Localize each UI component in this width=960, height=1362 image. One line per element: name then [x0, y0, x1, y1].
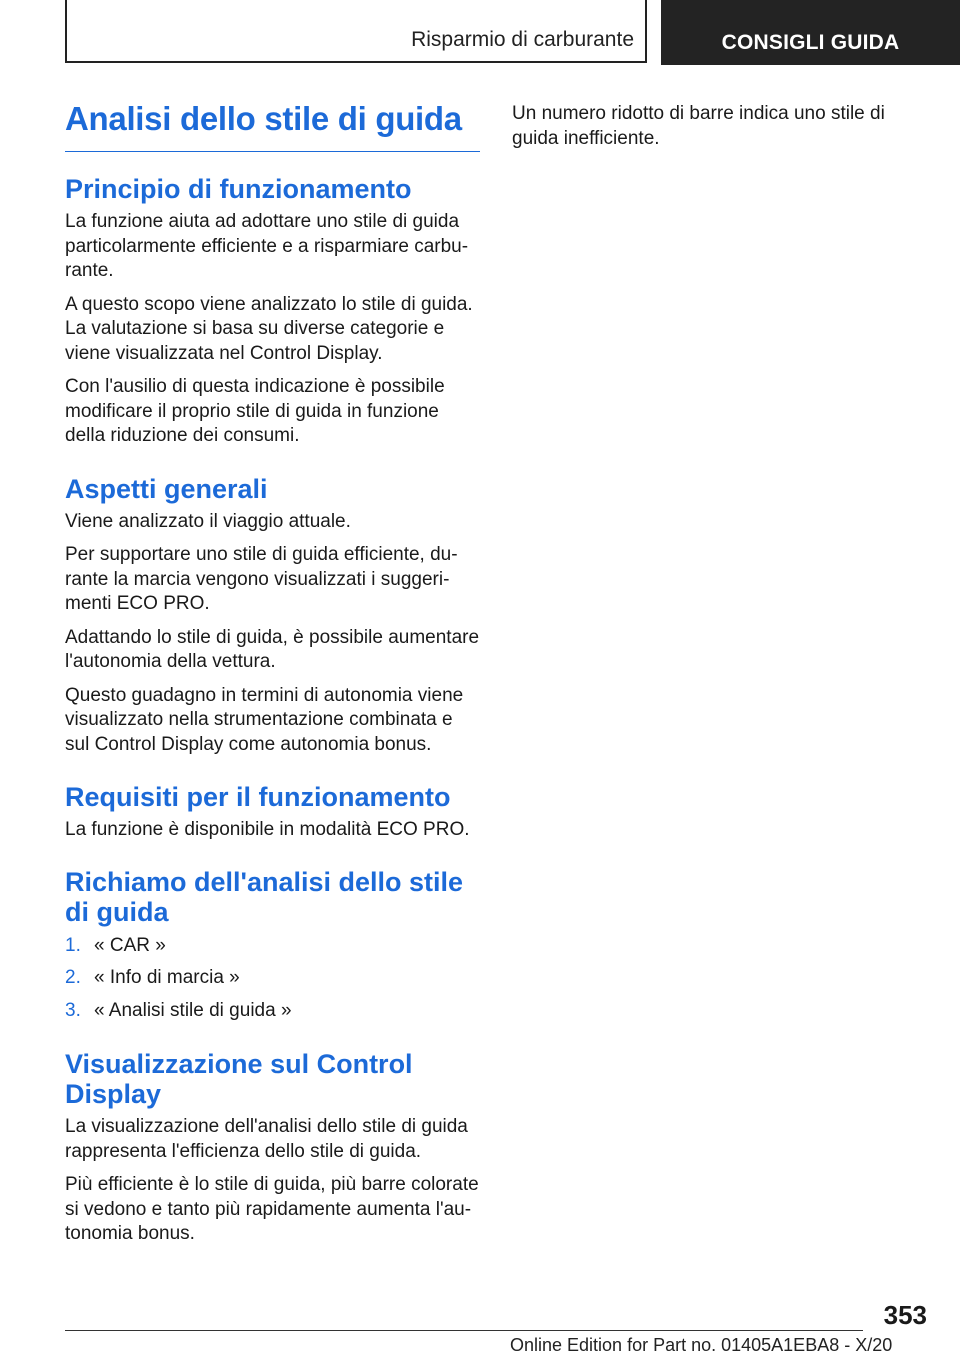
step-number: 2.	[65, 967, 81, 988]
footer-edition: Online Edition for Part no. 01405A1EBA8 - X/20	[510, 1335, 893, 1355]
paragraph: La funzione è disponibile in modalità ECO PRO.	[65, 819, 470, 840]
left-column	[65, 100, 480, 1256]
section-heading-requisiti: Requisiti per il funzionamento	[65, 782, 451, 812]
paragraph: A questo scopo viene analizzato lo stile di guida. La valutazione si basa su diverse categorie e viene visualizzata nel Control Display.	[65, 293, 473, 364]
step-text: « Analisi stile di guida »	[94, 999, 292, 1021]
paragraph: Questo guadagno in termini di autonomia viene visualizzato nella strumentazione combinata e sul Control Display come autonomia bonus.	[65, 684, 464, 755]
paragraph: Più efficiente è lo stile di guida, più barre colorate si vedono e tanto più rapidamente aumenta l'au-tonomia bonus.	[65, 1174, 479, 1244]
paragraph: Per supportare uno stile di guida efficiente, du-rante la marcia vengono visualizzati i suggeri-menti ECO PRO.	[65, 544, 458, 614]
step-text: « Info di marcia »	[94, 967, 240, 988]
footer-divider	[65, 1330, 863, 1331]
step-number: 3.	[65, 999, 81, 1021]
section-heading-aspetti: Aspetti generali	[65, 473, 268, 504]
steps-list	[65, 934, 480, 1024]
step-item	[65, 934, 480, 959]
paragraph: Adattando lo stile di guida, è possibile aumentare l'autonomia della vettura.	[65, 626, 480, 672]
right-column	[512, 102, 902, 160]
section-heading-principio: Principio di funzionamento	[65, 174, 412, 204]
step-item	[65, 966, 480, 991]
paragraph: La funzione aiuta ad adottare uno stile di guida particolarmente efficiente e a risparmiare carbu-rante.	[65, 211, 469, 281]
section-heading-visualizzazione: Visualizzazione sul Control Display	[65, 1049, 413, 1109]
step-number: 1.	[65, 934, 81, 956]
header-chapter-tab: CONSIGLI GUIDA	[661, 0, 960, 65]
page-title: Analisi dello stile di guida	[65, 100, 480, 152]
step-text: « CAR »	[94, 934, 166, 956]
paragraph: Con l'ausilio di questa indicazione è possibile modificare il proprio stile di guida in funzione della riduzione dei consumi.	[65, 376, 445, 446]
paragraph: Viene analizzato il viaggio attuale.	[65, 510, 351, 532]
paragraph: Un numero ridotto di barre indica uno stile di guida inefficiente.	[512, 103, 885, 149]
step-item	[65, 999, 480, 1024]
page-number: 353	[883, 1300, 927, 1330]
header-section-title: Risparmio di carburante	[411, 28, 634, 51]
section-heading-richiamo: Richiamo dell'analisi dello stile di guida	[65, 866, 464, 927]
paragraph: La visualizzazione dell'analisi dello stile di guida rappresenta l'efficienza dello stile di guida.	[65, 1116, 468, 1162]
